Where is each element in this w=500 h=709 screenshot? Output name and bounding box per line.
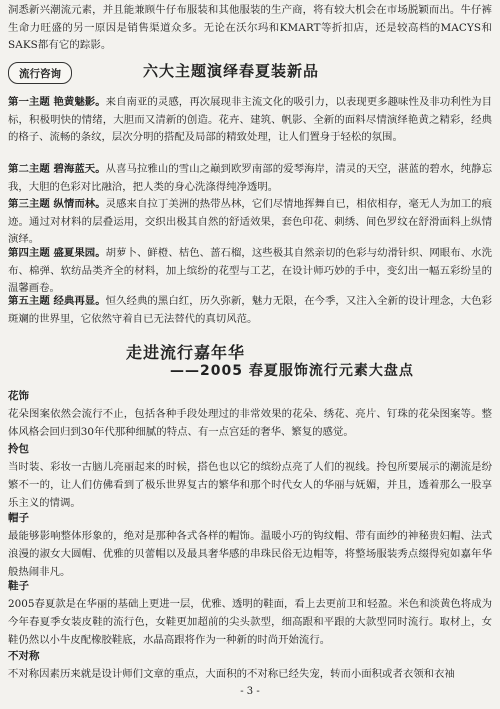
category-text: 2005春夏款是在华丽的基础上更进一层，优雅、透明的鞋面，看上去更前卫和轻盈。米色和淡黄色将成为今年春夏季女装皮鞋的流行色，女鞋更加超前的尖头款型，细高跟和平跟的大款型同时流行。取材上，女鞋仍然以小牛皮配橡胶鞋底，水晶高跟将作为一种新的时尚开始流行。 xyxy=(8,598,492,646)
category-heading: 不对称 xyxy=(8,650,40,662)
theme-text: 灵感来自拉丁美洲的热带丛林，它们尽情地挥舞自已，相依相存，毫无人为加工的痕迹。通过对材料的层叠运用，交织出极其自然的舒适效果，套色印花、刺绣、间色罗纹在舒滑面料上纵情演绎。 xyxy=(8,198,492,245)
category-text: 花朵图案依然会流行不止，包括各种手段处理过的非常效果的花朵、绣花、亮片、钉珠的花朵图案等。整体风格会回归到30年代那种细腻的特点、有一点宫廷的奢华、繁复的感觉。 xyxy=(8,408,492,438)
category-heading: 帽子 xyxy=(8,512,29,524)
category-text: 最能够影响整体形象的，绝对是那种各式各样的帽饰。温暖小巧的钩纹帽、带有面纱的神秘贵妇帽、法式浪漫的淑女大圆帽、优雅的贝蕾帽以及最具奢华感的串珠民俗无边帽等，将整场服装秀点缀得宛如嘉年华般热闹非凡。 xyxy=(8,530,492,578)
category-heading: 拎包 xyxy=(8,443,29,455)
section1-heading: 六大主题演绎春夏装新品 xyxy=(143,62,320,80)
theme-label: 第三主题 纵情而林。 xyxy=(8,198,106,210)
theme-paragraph xyxy=(8,161,492,196)
theme-paragraph xyxy=(8,245,492,298)
theme-label: 第五主题 经典再显。 xyxy=(8,295,106,307)
category-text: 不对称因素历来就是设计师们文章的重点，大面积的不对称已经失宠，转而小面积或者衣领和衣袖 xyxy=(8,668,455,680)
theme-paragraph xyxy=(8,196,492,249)
category-text: 当时装、彩妆一古脑儿亮丽起来的时候，搭色也以它的缤纷点亮了人们的视线。拎包所要展示的潮流是纷繁不一的，让人们仿佛看到了极乐世界复古的繁华和那个时代女人的华丽与妩媚，并且，透着那么一股享乐主义的情调。 xyxy=(8,461,492,509)
section2-subtitle: ——2005 春夏服饰流行元素大盘点 xyxy=(170,363,414,379)
theme-text: 从喜马拉雅山的雪山之巅到欧罗南部的爱琴海岸，清灵的天空，湛蓝的碧水，纯静忘我，大胆的色彩对比融洽，把人类的身心洗涤得纯净透明。 xyxy=(8,163,492,193)
category-heading: 鞋子 xyxy=(8,580,29,592)
intro-paragraph: 洞悉新兴潮流元素，并且能兼顾牛仔布服装和其他服装的生产商，将有较大机会在市场脱颖而出。牛仔裤生命力旺盛的另一原因是销售渠道众多。无论在沃尔玛和KMART等折扣店，还是较高档的MACYS和SAKS都有它的踪影。 xyxy=(8,4,492,51)
theme-text: 恒久经典的黑白红，历久弥新，魅力无限，在今季，又注入全新的设计理念，大色彩斑斓的世界里，它依然守着自已无法替代的真切风范。 xyxy=(8,295,492,325)
page-number: - 3 - xyxy=(240,686,260,697)
theme-label: 第四主题 盛夏果园。 xyxy=(8,247,106,259)
category-heading: 花饰 xyxy=(8,390,29,402)
section-badge: 流行咨询 xyxy=(8,62,72,84)
section2-title: 走进流行嘉年华 xyxy=(126,343,246,362)
theme-text: 胡萝卜、鲜橙、桔色、蔷石榴，这些极其自然亲切的色彩与幼滑针织、网眼布、水洗布、棉弹、软纺品类齐全的材料，加上缤纷的花型与工艺，在设计师巧妙的手中，变幻出一幅五彩纷呈的温馨画卷。 xyxy=(8,247,492,294)
theme-text: 来自南亚的灵感，再次展现非主流文化的吸引力，以表现更多趣味性及非功利性为目标，积极明快的情绪，大胆而又清新的创造。花卉、建筑、帆影、全新的面料尽情演绎艳黄之精彩，经典的格子、流畅的条纹，层次分明的搭配及局部的精致处理，让人们置身于轻松的氛围。 xyxy=(8,96,492,143)
theme-label: 第二主题 碧海蓝天。 xyxy=(8,163,106,175)
theme-paragraph xyxy=(8,293,492,328)
theme-label: 第一主题 艳黄魅影。 xyxy=(8,96,106,108)
theme-paragraph xyxy=(8,94,492,147)
